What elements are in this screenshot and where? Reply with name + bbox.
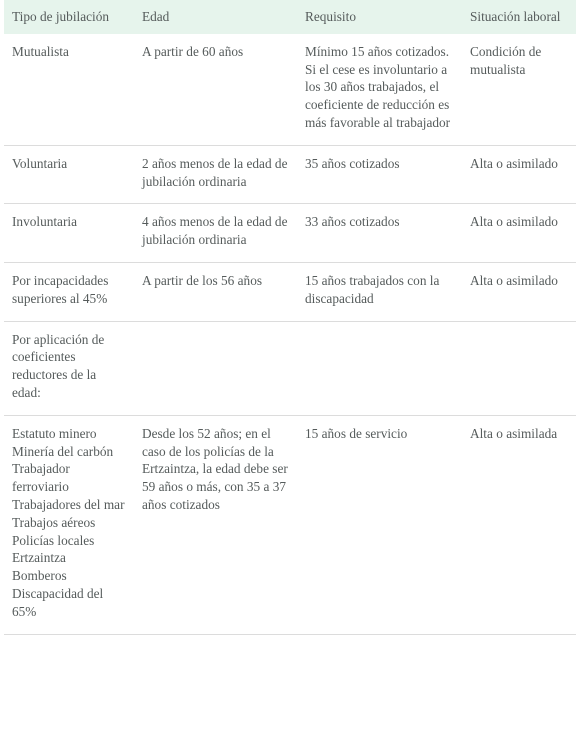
cell-edad: Desde los 52 años; en el caso de los policías de la Ertzaintza, la edad debe ser 59 años o más, con 35 a 37 años cotizados [134, 415, 297, 634]
table-row [4, 34, 576, 145]
header-cell-edad: Edad [142, 9, 170, 24]
retirement-table [4, 0, 576, 635]
cell-tipo: Estatuto minero Minería del carbón Trabajador ferroviario Trabajadores del mar Trabajos aéreos Policías locales Ertzaintza Bomberos Discapacidad del 65% [4, 415, 134, 634]
cell-edad: A partir de 60 años [134, 34, 297, 145]
table-row [4, 145, 576, 204]
cell-situacion: Alta o asimilado [462, 262, 576, 321]
cell-tipo: Por incapacidades superiores al 45% [4, 262, 134, 321]
table-row [4, 321, 576, 415]
header-cell-tipo: Tipo de jubilación [12, 9, 110, 24]
cell-requisito: 35 años cotizados [297, 145, 462, 204]
cell-tipo: Por aplicación de coeficientes reductores de la edad: [4, 321, 134, 415]
cell-tipo: Mutualista [4, 34, 134, 145]
cell-situacion: Condición de mutualista [462, 34, 576, 145]
header-cell-requisito: Requisito [305, 9, 356, 24]
cell-edad: 4 años menos de la edad de jubilación ordinaria [134, 204, 297, 263]
cell-requisito: 33 años cotizados [297, 204, 462, 263]
header-row [4, 0, 576, 34]
cell-tipo: Involuntaria [4, 204, 134, 263]
table-row [4, 415, 576, 634]
cell-edad [134, 321, 297, 415]
cell-edad: 2 años menos de la edad de jubilación ordinaria [134, 145, 297, 204]
cell-situacion: Alta o asimilado [462, 145, 576, 204]
table-row [4, 204, 576, 263]
cell-requisito: 15 años trabajados con la discapacidad [297, 262, 462, 321]
cell-situacion [462, 321, 576, 415]
cell-edad: A partir de los 56 años [134, 262, 297, 321]
cell-tipo: Voluntaria [4, 145, 134, 204]
table-row [4, 262, 576, 321]
table-header [4, 0, 576, 34]
cell-requisito [297, 321, 462, 415]
cell-requisito: 15 años de servicio [297, 415, 462, 634]
cell-requisito: Mínimo 15 años cotizados. Si el cese es involuntario a los 30 años trabajados, el coeficiente de reducción es más favorable al trabajador [297, 34, 462, 145]
cell-situacion: Alta o asimilado [462, 204, 576, 263]
header-cell-situacion: Situación laboral [470, 9, 561, 24]
table-body [4, 34, 576, 634]
cell-situacion: Alta o asimilada [462, 415, 576, 634]
